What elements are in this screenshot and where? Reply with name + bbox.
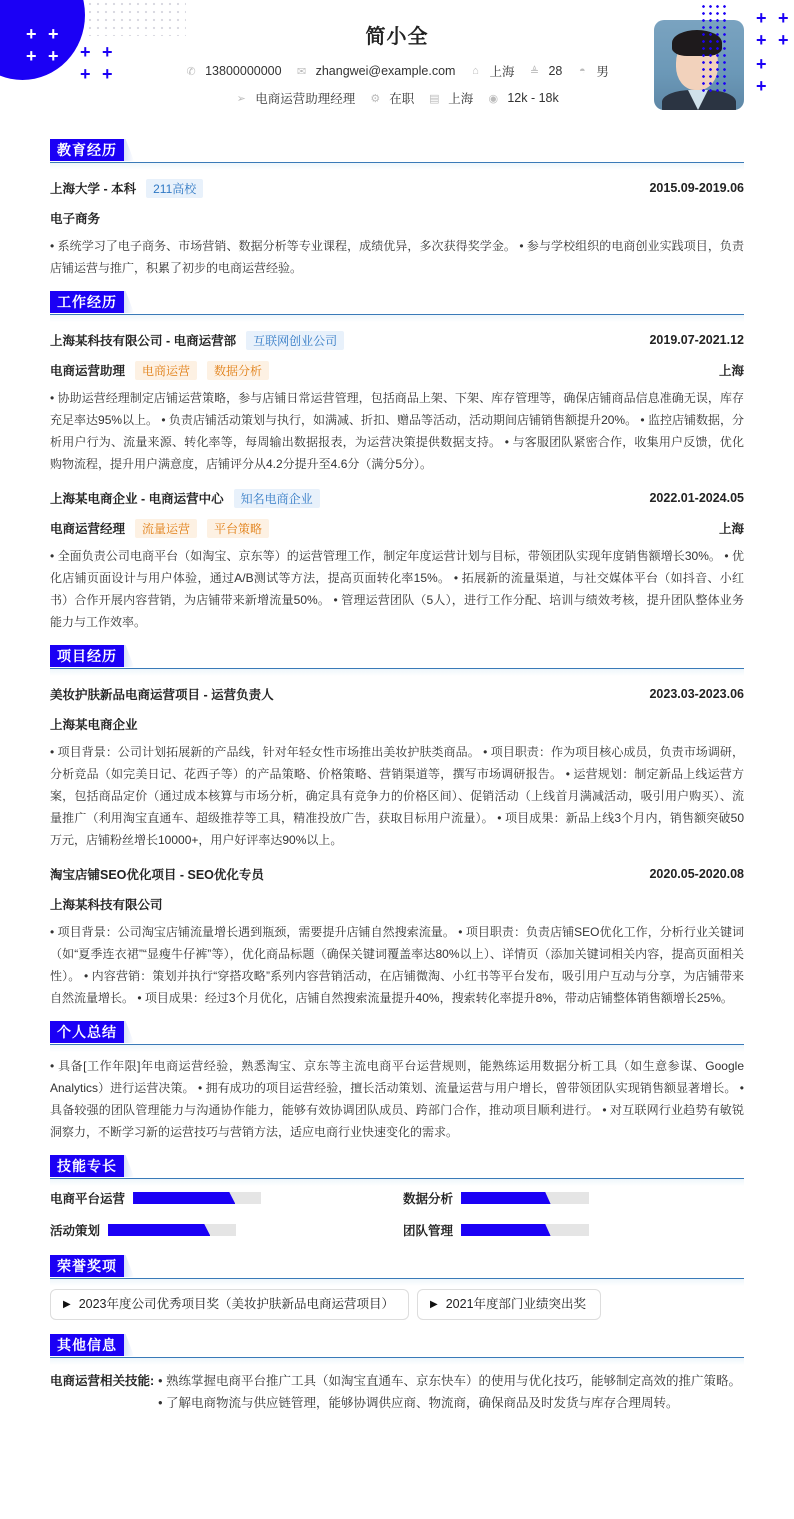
section-header [50,1021,744,1045]
skill-bar [461,1192,589,1204]
award-label: 2021年度部门业绩突出奖 [445,1297,587,1311]
section-title: 荣誉奖项 [50,1255,124,1277]
school-tag: 211高校 [146,179,203,198]
decorative-dots [700,3,728,95]
position-value: 电商运营助理经理 [255,92,356,106]
other-section [50,1334,744,1414]
skill-name: 电商平台运营 [50,1192,126,1206]
company-tag: 知名电商企业 [234,489,320,508]
major: 电子商务 [50,212,101,226]
role-tag: 平台策略 [207,519,269,538]
resume-header [0,0,794,125]
summary-description: • 具备[工作年限]年电商运营经验，熟悉淘宝、京东等主流电商平台运营规则，能熟练运用数据分析工具（如生意参谋、Google Analytics）进行运营决策。 • 拥有成功的项目运营经验，擅长活动策划、流量运营与用户增长，曾带领团队实现销售额显著增长。 • 具备较强的团队管理能力与沟通协作能力，能够有效协调团队成员、跨部门合作，推动项目顺利进行。 • 对互联网行业趋势有敏锐洞察力，不断学习新的运营技巧与营销方法，适应电商行业快速变化的需求。 [50,1059,744,1139]
phone-icon: ✆ [186,65,196,78]
home-icon: ⌂ [472,65,479,77]
section-title: 项目经历 [50,645,124,667]
skills-grid [50,1189,744,1239]
building-icon: ▤ [429,92,440,105]
phone-item [185,64,281,78]
company-tag: 互联网创业公司 [246,331,344,350]
position-item [235,89,355,107]
project-org: 上海某科技有限公司 [50,898,163,912]
job-role: 电商运营助理 [50,364,126,378]
gender-value: 男 [596,65,609,79]
section-header [50,291,744,315]
status-value: 在职 [389,92,415,106]
project-name: 美妆护肤新品电商运营项目 - 运营负责人 [50,688,274,702]
section-title: 其他信息 [50,1334,124,1356]
projects-section [50,645,744,1009]
work-description: • 协助运营经理制定店铺运营策略，参与店铺日常运营管理，包括商品上架、下架、库存管理等，确保店铺商品信息准确无误，库存充足率达95%以上。 • 负责店铺活动策划与执行，如满减、折扣、赠品等活动，活动期间店铺销售额提升20%。 • 监控店铺数据，分析用户行为、流量来源、转化率等，每周输出数据报表，为运营决策提供数据支持。 • 与客服团队紧密合作，收集用户反馈，优化购物流程，提升用户满意度，店铺评分从4.2分提升至4.6分（满分5分）。 [50,391,744,471]
skill-item [50,1189,403,1207]
education-description: • 系统学习了电子商务、市场营销、数据分析等专业课程，成绩优异，多次获得奖学金。 • 参与学校组织的电商创业实践项目，负责店铺运营与推广，积累了初步的电商运营经验。 [50,239,744,275]
section-title: 工作经历 [50,291,124,313]
skill-bar [133,1192,261,1204]
gender-item [576,62,609,80]
email-item [296,64,456,78]
phone-value: 13800000000 [205,64,282,78]
skill-item [403,1221,744,1239]
coin-icon: ◉ [488,92,499,105]
hometown-value: 上海 [489,65,515,79]
cake-icon: ≜ [529,65,540,78]
city-item [428,89,473,107]
section-title: 教育经历 [50,139,124,161]
paper-plane-icon: ➢ [236,92,246,105]
education-section [50,139,744,279]
salary-item [487,91,558,105]
work-section [50,291,744,633]
award-item [417,1289,601,1320]
skill-item [403,1189,744,1207]
role-tag: 数据分析 [207,361,269,380]
hometown-item [469,62,514,80]
candidate-name: 简小全 [365,26,429,48]
skill-bar [461,1224,589,1236]
triangle-right-icon: ▶ [430,1299,438,1310]
section-header [50,1334,744,1358]
email-value: zhangwei@example.com [315,64,456,78]
project-name: 淘宝店铺SEO优化项目 - SEO优化专员 [50,868,264,882]
salary-value: 12k - 18k [507,91,559,105]
age-value: 28 [548,64,563,78]
work-entry [50,483,744,633]
work-date: 2019.07-2021.12 [649,333,744,347]
section-header [50,139,744,163]
section-header [50,1155,744,1179]
role-tag: 电商运营 [135,361,197,380]
skill-name: 活动策划 [50,1224,101,1238]
decorative-plus-icons: + + + + [756,8,789,50]
project-org: 上海某电商企业 [50,718,138,732]
project-description: • 项目背景：公司淘宝店铺流量增长遇到瓶颈，需要提升店铺自然搜索流量。 • 项目职责：负责店铺SEO优化工作，分析行业关键词（如“夏季连衣裙”“显瘦牛仔裤”等），优化商品标题（确保关键词覆盖率达80%以上）、详情页（添加关键词相关内容，提高页面相关性）。 • 内容营销：策划并执行“穿搭攻略”系列内容营销活动，在店铺微淘、小红书等平台发布，吸引用户互动与分享，为店铺带来自然流量增长。 • 项目成果：经过3个月优化，店铺自然搜索流量提升40%，搜索转化率提升8%，带动店铺整体销售额增长25%。 [50,925,744,1005]
role-tag: 流量运营 [135,519,197,538]
award-label: 2023年度公司优秀项目奖（美妆护肤新品电商运营项目） [78,1297,395,1311]
status-item [369,89,414,107]
section-header [50,1255,744,1279]
school-name: 上海大学 - 本科 [50,182,137,196]
awards-section [50,1255,744,1320]
avatar-photo [654,20,744,110]
skill-bar [108,1224,236,1236]
work-location: 上海 [718,364,744,378]
city-value: 上海 [448,92,474,106]
summary-section [50,1021,744,1143]
skill-name: 团队管理 [403,1224,454,1238]
award-item [50,1289,409,1320]
project-entry [50,679,744,851]
other-info-label: 电商运营相关技能: [50,1374,155,1388]
decorative-plus-icons: + + [756,54,767,96]
work-location: 上海 [718,522,744,536]
skill-name: 数据分析 [403,1192,454,1206]
project-date: 2020.05-2020.08 [649,867,744,881]
triangle-right-icon: ▶ [63,1299,71,1310]
education-date: 2015.09-2019.06 [649,181,744,195]
work-entry [50,325,744,475]
work-date: 2022.01-2024.05 [649,491,744,505]
company-name: 上海某电商企业 - 电商运营中心 [50,492,224,506]
other-info-row [50,1370,744,1414]
decorative-plus-icons: + + + + [26,24,59,66]
section-header [50,645,744,669]
gender-icon: ◓ [579,65,586,77]
section-title: 技能专长 [50,1155,124,1177]
skill-item [50,1221,403,1239]
skills-section [50,1155,744,1239]
mail-icon: ✉ [296,65,307,78]
project-description: • 项目背景：公司计划拓展新的产品线，针对年轻女性市场推出美妆护肤类商品。 • 项目职责：作为项目核心成员，负责市场调研，分析竞品（如完美日记、花西子等）的产品策略、价格策略、营销渠道等，撰写市场调研报告。 • 运营规划：制定新品上线运营方案，包括商品定价（通过成本核算与市场分析，确定具有竞争力的价格区间）、促销活动（上线首月满减活动，吸引用户购买）、流量推广（利用淘宝直通车、超级推荐等工具，精准投放广告，获取目标用户流量）。 • 项目成果：新品上线3个月内，销售额突破50万元，店铺粉丝增长10000+，用户好评率达90%以上。 [50,745,744,847]
education-entry-header [50,173,744,203]
section-title: 个人总结 [50,1021,124,1043]
project-date: 2023.03-2023.06 [649,687,744,701]
awards-list [50,1289,744,1320]
gear-icon: ⚙ [370,92,381,105]
job-role: 电商运营经理 [50,522,126,536]
age-item [528,64,562,78]
decorative-plus-icons: + + + + [80,42,113,84]
other-info-text: • 熟练掌握电商平台推广工具（如淘宝直通车、京东快车）的使用与优化技巧，能够制定高效的推广策略。 • 了解电商物流与供应链管理，能够协调供应商、物流商，确保商品及时发货与库存合理周转。 [158,1374,742,1410]
company-name: 上海某科技有限公司 - 电商运营部 [50,334,237,348]
work-description: • 全面负责公司电商平台（如淘宝、京东等）的运营管理工作，制定年度运营计划与目标，带领团队实现年度销售额增长30%。 • 优化店铺页面设计与用户体验，通过A/B测试等方法，提高页面转化率15%。 • 拓展新的流量渠道，与社交媒体平台（如抖音、小红书）合作开展内容营销，为店铺带来新增流量50%。 • 管理运营团队（5人），进行工作分配、培训与绩效考核，提升团队整体业务能力与工作效率。 [50,549,744,629]
project-entry [50,859,744,1009]
